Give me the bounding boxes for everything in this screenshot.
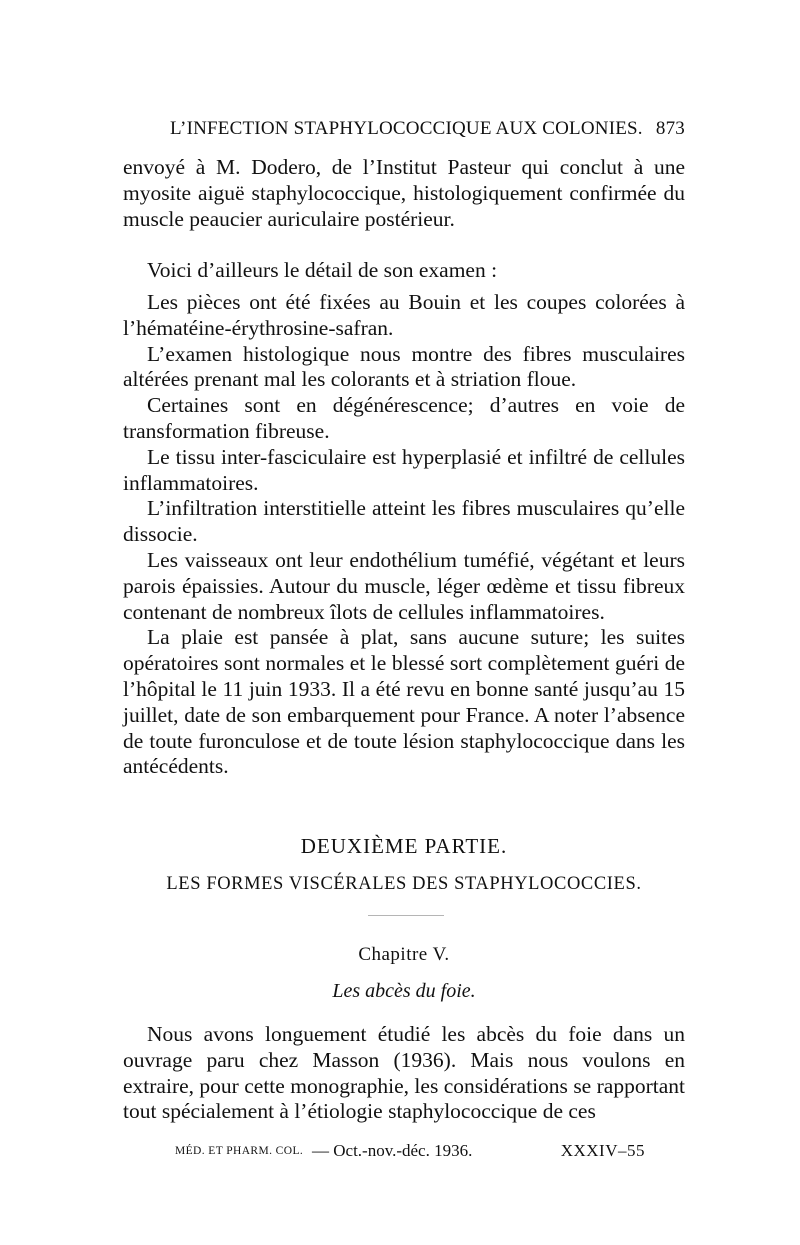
part-subtitle: LES FORMES VISCÉRALES DES STAPHYLOCOCCIES. (166, 874, 642, 894)
paragraph: Le tissu inter-fasciculaire est hyperplasié et infiltré de cellules inflammatoires. (123, 444, 685, 495)
part-title: DEUXIÈME PARTIE. (300, 834, 508, 858)
body-text-intro (123, 258, 685, 284)
chapter-label: Chapitre V. (358, 944, 450, 965)
chapter-title: Les abcès du foie. (332, 980, 476, 1002)
body-text-chapter (123, 1022, 685, 1125)
running-title: L’INFECTION STAPHYLOCOCCIQUE AUX COLONIES. (170, 118, 643, 139)
body-text-continuation (123, 155, 685, 232)
section-divider (368, 915, 444, 916)
paragraph: Nous avons longuement étudié les abcès du foie dans un ouvrage paru chez Masson (1936). Mais nous voulons en extraire, pour cette monographie, les considérations se rapportant tout spécialement à l’étiologie staphylococcique de ces (123, 1022, 685, 1124)
paragraph: La plaie est pansée à plat, sans aucune suture; les suites opératoires sont normales et le blessé sort complètement guéri de l’hôpital le 11 juin 1933. Il a été revu en bonne santé jusqu’au 15 juillet, date de son embarquement pour France. A noter l’absence de toute furonculose et de toute lésion staphylococcique dans les antécédents. (123, 625, 685, 779)
paragraph: L’examen histologique nous montre des fibres musculaires altérées prenant mal les colorants et à striation floue. (123, 341, 685, 392)
paragraph: Voici d’ailleurs le détail de son examen : (147, 258, 498, 282)
paragraph: L’infiltration interstitielle atteint les fibres musculaires qu’elle dissocie. (123, 496, 685, 547)
footer-journal: MÉD. ET PHARM. COL. (175, 1145, 304, 1157)
paragraph: Les pièces ont été fixées au Bouin et les coupes colorées à l’hématéine-érythrosine-safran. (123, 290, 685, 340)
paragraph: Les vaisseaux ont leur endothélium tuméfié, végétant et leurs parois épaissies. Autour du muscle, léger œdème et tissu fibreux contenant de nombreux îlots de cellules inflammatoires. (123, 547, 685, 624)
footer-issue: — Oct.-nov.-déc. 1936. (312, 1141, 473, 1160)
paragraph: Certaines sont en dégénérescence; d’autres en voie de transformation fibreuse. (123, 393, 685, 443)
body-text-examen (123, 290, 685, 780)
footer-signature: XXXIV–55 (560, 1141, 645, 1160)
paragraph: envoyé à M. Dodero, de l’Institut Pasteur qui conclut à une myosite aiguë staphylococcique, histologiquement confirmée du muscle peaucier auriculaire postérieur. (123, 155, 685, 231)
page-number: 873 (655, 118, 685, 139)
